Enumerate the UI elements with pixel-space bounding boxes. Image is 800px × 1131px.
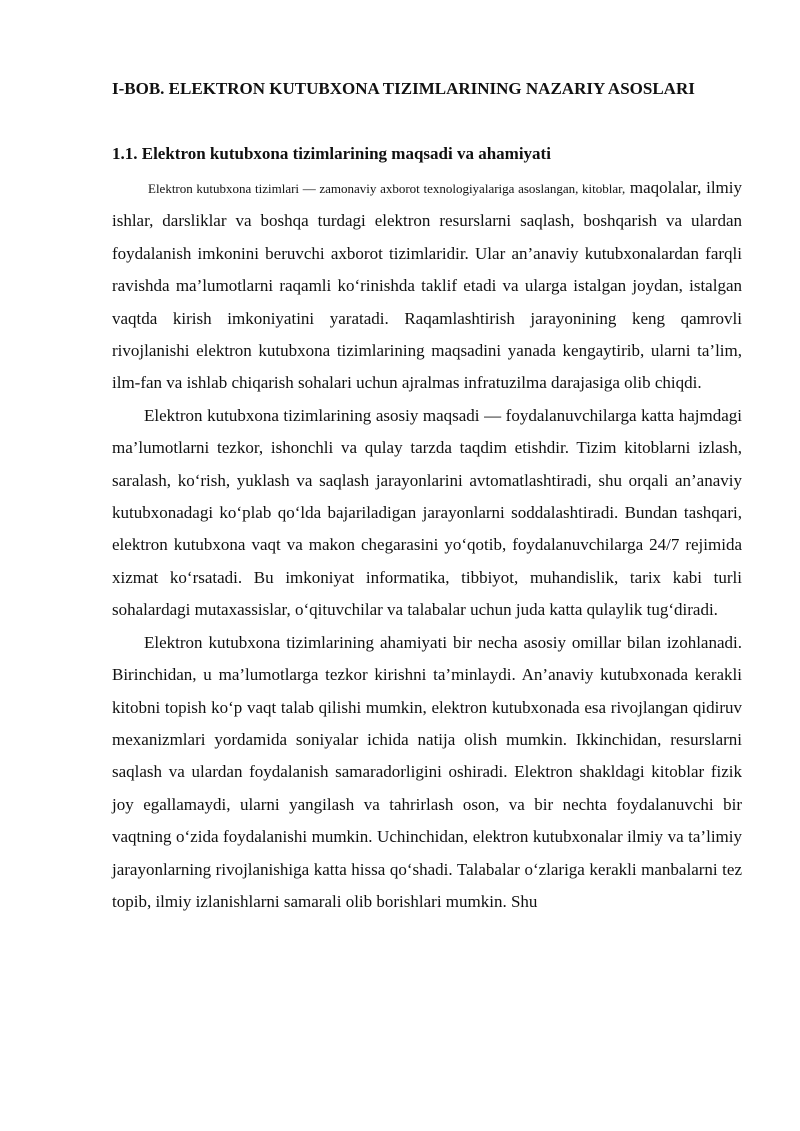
section-title: 1.1. Elektron kutubxona tizimlarining maqsadi va ahamiyati	[112, 144, 551, 163]
chapter-title: I-BOB. ELEKTRON KUTUBXONA TIZIMLARINING NAZARIY ASOSLARI	[112, 79, 695, 98]
paragraph-2: Elektron kutubxona tizimlarining asosiy maqsadi — foydalanuvchilarga katta hajmdagi ma’lumotlarni tezkor, ishonchli va qulay tarzda taqdim etishdir. Tizim kitoblarni izlash, saralash, ko‘rish, yuklash va saqlash jarayonlarini avtomatlashtiradi, shu orqali an’anaviy kutubxonadagi ko‘plab qo‘lda bajariladigan jarayonlarni soddalashtiradi. Bundan tashqari, elektron kutubxona vaqt va makon chegarasini yo‘qotib, foydalanuvchilarga 24/7 rejimida xizmat ko‘rsatadi. Bu imkoniyat informatika, tibbiyot, muhandislik, tarix kabi turli sohalardagi mutaxassislar, o‘qituvchilar va talabalar uchun juda katta qulaylik tug‘diradi.	[112, 405, 742, 620]
paragraph-3: Elektron kutubxona tizimlarining ahamiyati bir necha asosiy omillar bilan izohlanadi. Birinchidan, u ma’lumotlarga tezkor kirishni ta’minlaydi. An’anaviy kutubxonada kerakli kitobni topish ko‘p vaqt talab qilishi mumkin, elektron kutubxonada esa rivojlangan qidiruv mexanizmlari yordamida soniyalar ichida natija olish mumkin. Ikkinchidan, resurslarni saqlash va ulardan foydalanish samaradorligini oshiradi. Elektron shakldagi kitoblar fizik joy egallamaydi, ularni yangilash va tahrirlash oson, va bir nechta foydalanuvchi bir vaqtning o‘zida foydalanishi mumkin. Uchinchidan, elektron kutubxonalar ilmiy va ta’limiy jarayonlarning rivojlanishiga katta hissa qo‘shadi. Talabalar o‘zlariga kerakli manbalarni tez topib, ilmiy izlanishlarni samarali olib borishlari mumkin. Shu	[112, 632, 742, 911]
paragraph-1-lead: Elektron kutubxona tizimlari — zamonaviy axborot texnologiyalariga asoslangan, kitoblar,	[148, 181, 626, 196]
paragraph-1	[112, 172, 742, 400]
paragraph-1-text: maqolalar, ilmiy ishlar, darsliklar va boshqa turdagi elektron resurslarni saqlash, boshqarish va ulardan foydalanish imkonini beruvchi axborot tizimlaridir. Ular an’anaviy kutubxonalardan farqli ravishda ma’lumotlarni raqamli ko‘rinishda taklif etadi va ularga istalgan joydan, istalgan vaqtda kirish imkoniyatini yaratadi. Raqamlashtirish jarayonining keng qamrovli rivojlanishi elektron kutubxona tizimlarining maqsadini yanada kengaytirib, ularni ta’lim, ilm-fan va ishlab chiqarish sohalari uchun ajralmas infratuzilma darajasiga olib chiqdi.	[112, 178, 742, 393]
body-text	[112, 172, 742, 918]
